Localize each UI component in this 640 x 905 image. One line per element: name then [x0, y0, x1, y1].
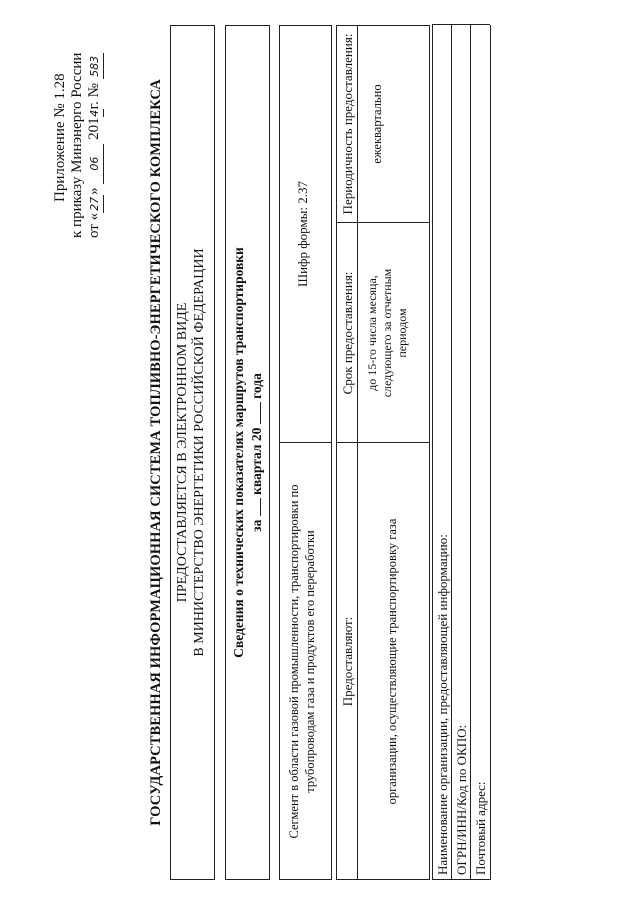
appendix-block: [52, 20, 104, 260]
submission-line-1: ПРЕДОСТАВЛЯЕТСЯ В ЭЛЕКТРОННОМ ВИДЕ: [175, 302, 190, 603]
header-deadline: Срок предоставления:: [340, 271, 355, 395]
period-year-blank: [260, 402, 261, 424]
appendix-number: Приложение № 1.28: [52, 73, 68, 202]
report-period: за квартал 20 года: [249, 373, 264, 532]
report-title: Сведения о технических показателях маршрутов транспортировки: [231, 247, 246, 658]
period-quarter-blank: [260, 498, 261, 516]
header-periodicity: Периодичность предоставления:: [340, 33, 355, 215]
cell-periodicity: ежеквартально: [370, 84, 384, 164]
ogrn-label: ОГРН/ИНН/Код по ОКПО:: [454, 724, 469, 875]
footer-rule-top: [432, 25, 433, 880]
header-providers: Предоставляют:: [340, 616, 355, 707]
cell-providers: организации, осуществляющие транспортировку газа: [385, 518, 399, 805]
date-month: 06: [86, 144, 104, 184]
org-name-label: Наименование организации, предоставляющей информацию:: [435, 534, 450, 875]
segment-line-2: трубопроводам газа и продуктов его переработки: [303, 530, 317, 793]
footer-left-border: [432, 879, 490, 880]
date-day: 27: [86, 195, 104, 213]
appendix-order: к приказу Минэнерго России: [69, 52, 85, 238]
date-year-digit: 4: [86, 109, 104, 117]
order-number: 583: [86, 53, 104, 79]
address-label: Почтовый адрес:: [473, 781, 488, 875]
form-code: Шифр формы: 2.37: [295, 180, 310, 288]
system-title: ГОСУДАРСТВЕННАЯ ИНФОРМАЦИОННАЯ СИСТЕМА ТОПЛИВНО-ЭНЕРГЕТИЧЕСКОГО КОМПЛЕКСА: [148, 79, 164, 826]
appendix-date-line: от «27» 06 2014г. № 583: [86, 20, 104, 260]
segment-line-1: Сегмент в области газовой промышленности, транспортировки по: [287, 484, 301, 839]
footer-right-border: [432, 24, 490, 25]
submission-line-2: В МИНИСТЕРСТВО ЭНЕРГЕТИКИ РОССИЙСКОЙ ФЕДЕРАЦИИ: [192, 248, 207, 657]
footer-rule-1: [451, 25, 452, 880]
table-header-rule: [357, 25, 358, 880]
footer-rule-bottom: [490, 25, 491, 880]
cell-deadline: до 15-го числа месяца, следующего за отчетным периодом: [365, 268, 409, 398]
footer-rule-2: [470, 25, 471, 880]
